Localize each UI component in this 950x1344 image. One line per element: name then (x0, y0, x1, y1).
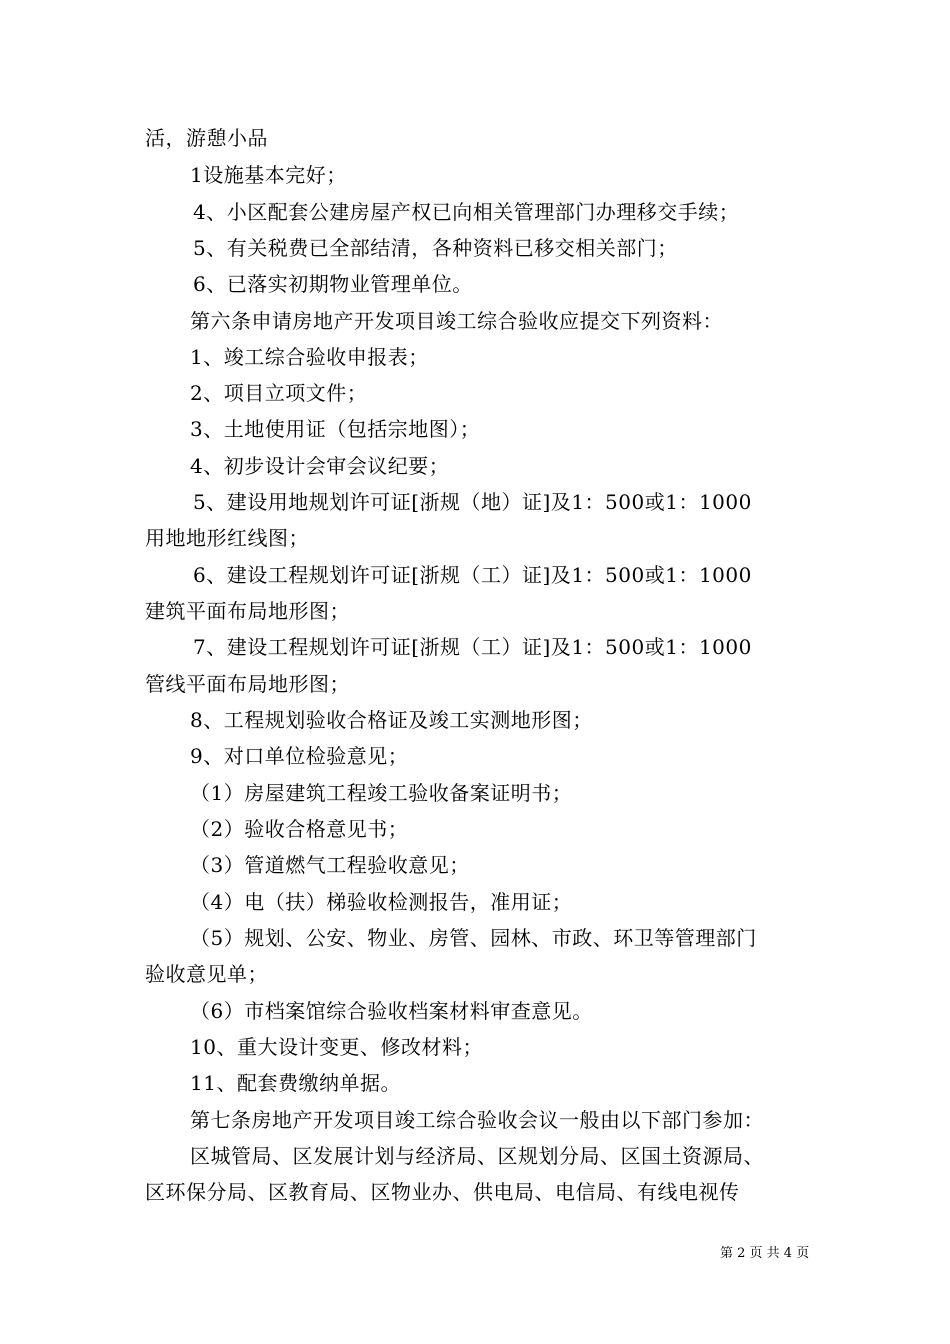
text-line: 2、项目立项文件； (190, 381, 368, 405)
text-line: 4、小区配套公建房屋产权已向相关管理部门办理移交手续； (193, 200, 740, 224)
text-line: 建筑平面布局地形图； (145, 599, 350, 623)
text-line: 活，游憩小品 (145, 126, 268, 150)
text-line: 6、已落实初期物业管理单位。 (193, 272, 473, 296)
text-line: 7、建设工程规划许可证[浙规（工）证]及1：500或1：1000 (193, 635, 752, 659)
text-line: （2）验收合格意见书； (190, 817, 409, 841)
section-heading: 第七条房地产开发项目竣工综合验收会议一般由以下部门参加： (190, 1108, 764, 1132)
text-line: 1设施基本完好； (190, 163, 347, 187)
text-line: 8、工程规划验收合格证及竣工实测地形图； (190, 708, 593, 732)
text-line: 1、竣工综合验收申报表； (190, 345, 429, 369)
text-line: （1）房屋建筑工程竣工验收备案证明书； (190, 781, 573, 805)
section-heading: 第六条申请房地产开发项目竣工综合验收应提交下列资料： (190, 309, 723, 333)
text-line: 5、有关税费已全部结清，各种资料已移交相关部门； (193, 236, 678, 260)
text-line: 区环保分局、区教育局、区物业办、供电局、电信局、有线电视传 (145, 1180, 740, 1204)
text-line: 4、初步设计会审会议纪要； (190, 454, 450, 478)
text-line: （6）市档案馆综合验收档案材料审查意见。 (190, 999, 593, 1023)
text-line: 3、土地使用证（包括宗地图）； (190, 417, 481, 441)
text-line: 用地地形红线图； (145, 526, 309, 550)
text-line: 管线平面布局地形图； (145, 672, 350, 696)
text-line: 9、对口单位检验意见； (190, 744, 409, 768)
text-line: （5）规划、公安、物业、房管、园林、市政、环卫等管理部门 (190, 926, 757, 950)
text-line: （4）电（扶）梯验收检测报告，准用证； (190, 890, 573, 914)
text-line: 区城管局、区发展计划与经济局、区规划分局、区国土资源局、 (190, 1144, 764, 1168)
page-number: 第 2 页 共 4 页 (720, 1246, 810, 1261)
text-line: （3）管道燃气工程验收意见； (190, 853, 470, 877)
text-line: 5、建设用地规划许可证[浙规（地）证]及1：500或1：1000 (193, 490, 752, 514)
text-line: 验收意见单； (145, 962, 268, 986)
text-line: 6、建设工程规划许可证[浙规（工）证]及1：500或1：1000 (193, 563, 752, 587)
text-line: 10、重大设计变更、修改材料； (190, 1035, 483, 1059)
text-line: 11、配套费缴纳单据。 (190, 1071, 401, 1095)
